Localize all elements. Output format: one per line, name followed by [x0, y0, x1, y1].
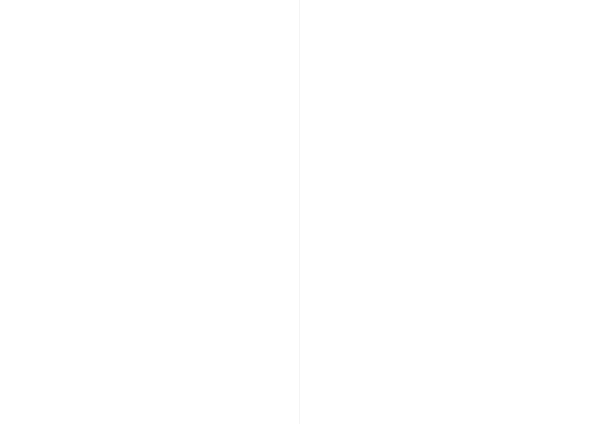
right-page [300, 0, 600, 424]
